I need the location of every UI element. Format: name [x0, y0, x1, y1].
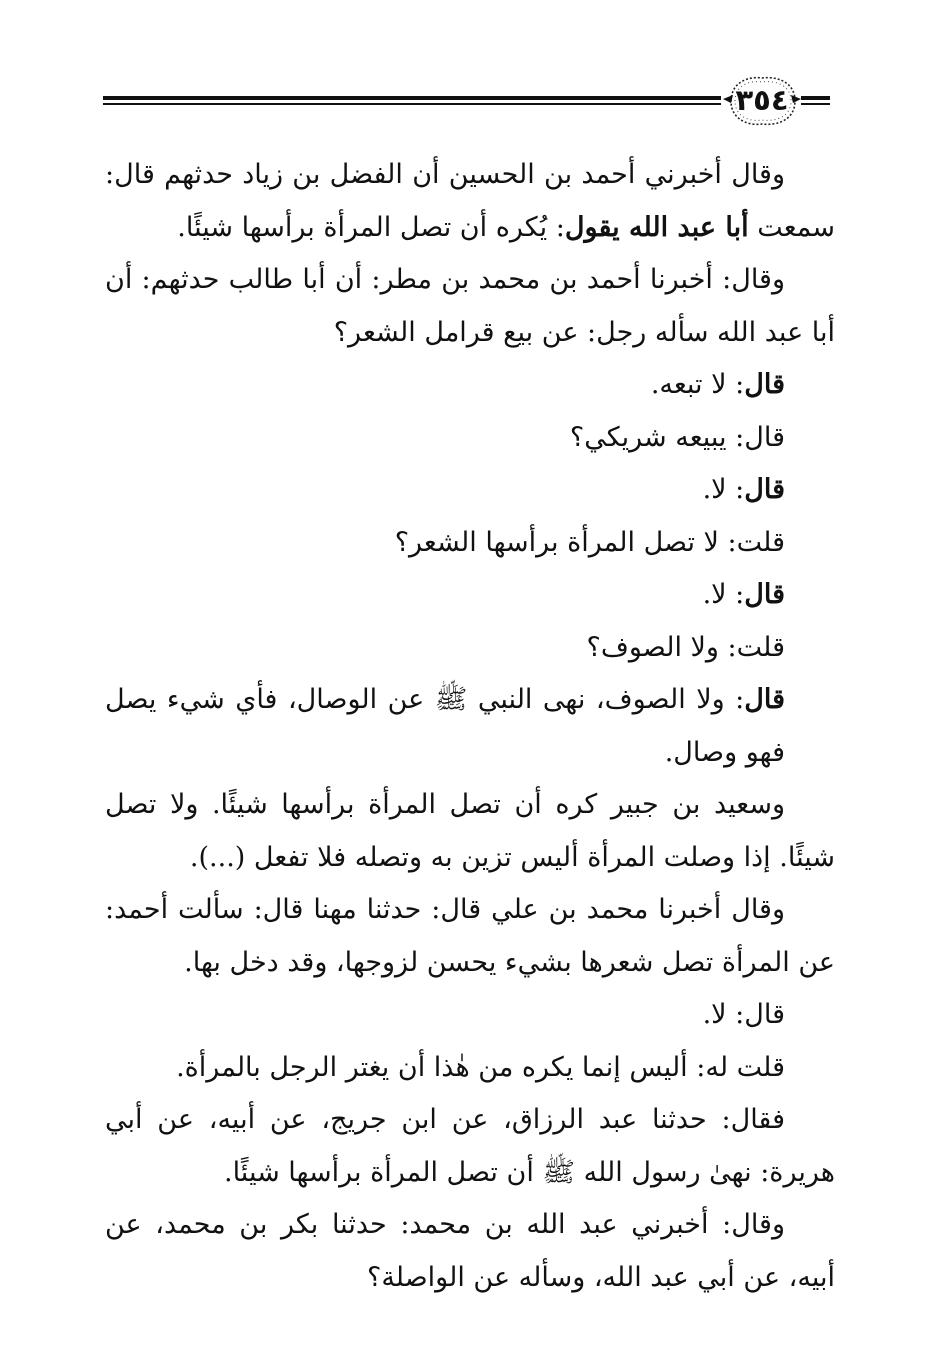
page-body	[105, 149, 835, 1304]
dialogue-line	[105, 1042, 835, 1095]
paragraph	[105, 254, 835, 359]
text-run: : ولا الصوف، نهى النبي ﷺ عن الوصال، فأي شيء يصل فهو وصال.	[105, 684, 785, 768]
header-rule-thin	[103, 103, 721, 105]
text-run: وقال: أخبرنا أحمد بن محمد بن مطر: أن أبا طالب حدثهم: أن أبا عبد الله سأله رجل: عن بيع قرامل الشعر؟	[105, 264, 835, 348]
text-run: وقال: أخبرني عبد الله بن محمد: حدثنا بكر بن محمد، عن أبيه، عن أبي عبد الله، وسأله عن الواصلة؟	[105, 1209, 835, 1293]
text-run: قلت: ولا الصوف؟	[586, 631, 785, 663]
page-number: ٣٥٤	[735, 83, 789, 117]
paragraph	[105, 884, 835, 989]
paragraph	[105, 149, 835, 254]
bold-phrase: قال	[744, 579, 785, 610]
page-header	[103, 70, 830, 132]
text-run: فقال: حدثنا عبد الرزاق، عن ابن جريج، عن أبيه، عن أبي هريرة: نهىٰ رسول الله ﷺ أن تصل المرأة برأسها شيئًا.	[105, 1104, 835, 1188]
dialogue-line	[105, 622, 835, 675]
text-run: قال: لا.	[702, 999, 785, 1030]
text-run: قال: يبيعه شريكي؟	[569, 421, 785, 453]
text-run: قلت له: أليس إنما يكره من هٰذا أن يغتر الرجل بالمرأة.	[176, 1051, 785, 1083]
text-run: : لا تبعه.	[650, 369, 745, 400]
text-run: وقال أخبرني أحمد بن الحسين أن الفضل بن زياد حدثهم قال: سمعت	[105, 159, 835, 243]
text-run: : لا.	[702, 474, 745, 505]
bold-phrase: قال	[744, 474, 785, 505]
text-run: : لا.	[702, 579, 745, 610]
dialogue-line	[105, 412, 835, 465]
dialogue-line	[105, 989, 835, 1042]
header-rule-thick-right	[801, 96, 830, 100]
dialogue-line	[105, 464, 835, 517]
dialogue-line	[105, 517, 835, 570]
dialogue-line	[105, 569, 835, 622]
dialogue-line	[105, 359, 835, 412]
bold-phrase: أبا عبد الله يقول	[564, 211, 749, 243]
text-run: وسعيد بن جبير كره أن تصل المرأة برأسها شيئًا. ولا تصل شيئًا. إذا وصلت المرأة أليس تزين به وتصله فلا تفعل (...).	[105, 789, 835, 873]
bold-phrase: قال	[744, 369, 785, 400]
header-rule-thick	[103, 96, 721, 100]
bold-phrase: قال	[744, 684, 785, 715]
text-run: : يُكره أن تصل المرأة برأسها شيئًا.	[177, 211, 565, 243]
dialogue-line	[105, 674, 835, 779]
paragraph	[105, 779, 835, 884]
text-run: وقال أخبرنا محمد بن علي قال: حدثنا مهنا قال: سألت أحمد: عن المرأة تصل شعرها بشيء يحسن لزوجها، وقد دخل بها.	[105, 894, 835, 978]
header-rule-thin-right	[801, 103, 830, 105]
text-run: قلت: لا تصل المرأة برأسها الشعر؟	[394, 526, 785, 558]
paragraph	[105, 1199, 835, 1304]
paragraph	[105, 1094, 835, 1199]
